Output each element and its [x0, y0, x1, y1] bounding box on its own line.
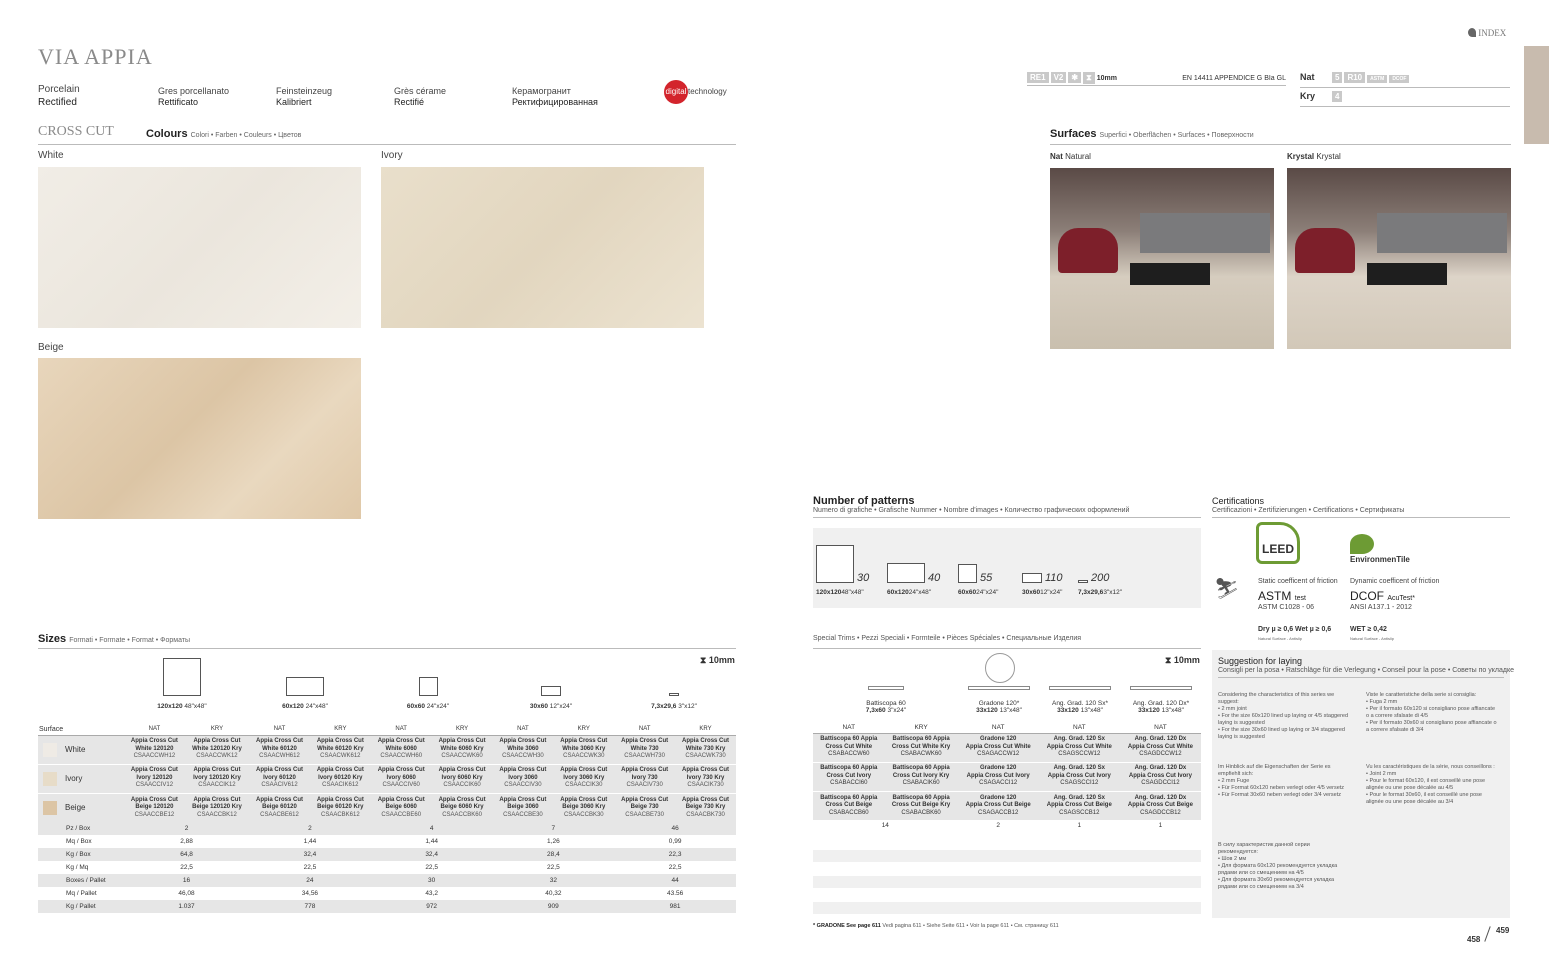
ivory-label: Ivory [381, 150, 403, 161]
laying-it: Viste le caratteristiche della serie si consiglia: • Fuga 2 mm • Per il formato 60x120 si consigliano pose affiancate o a correre sfalsate di 4/5 • Per il formato 30x60 si consigliano pose affiancate o a correre sfalsate di 3/4 [1366, 692, 1497, 733]
gradone-footnote: * GRADONE See page 611 Vedi pagina 611 • Siehe Seite 611 • Voir la page 611 • См. страницу 611 [813, 923, 1059, 929]
format-shape-0 [163, 658, 201, 696]
pack-row: Kg / Pallet 1.037 778 972 909 981 [38, 900, 736, 913]
trim-shape-1 [968, 686, 1030, 690]
environmentile-logo: EnvironmenTile [1350, 555, 1410, 564]
size-row-white: White Appia Cross Cut White 120120 CSAACCWH12 Appia Cross Cut White 120120 Kry CSAACCWK12 Appia Cross Cut White 60120 CSAACWH612 Appia Cross Cut White 60120 Kry CSAACWK612 Appia Cross Cut White 6060 CSAACCWH60 Appia Cross Cut White 6060 Kry CSAACCWK60 Appia Cross Cut White 3060 CSAACCWH30 Appia Cross Cut White 3060 Kry CSAACCWK30 Appia Cross Cut White 730 CSAACWH730 Appia Cross Cut White 730 Kry CSAACWK730 [38, 735, 736, 764]
trim-row: Battiscopa 60 Appia Cross Cut White CSABACCW60 Battiscopa 60 Appia Cross Cut White Kry CSABACWK60 Gradone 120 Appia Cross Cut White CSAGACCW12 Ang. Grad. 120 Sx Appia Cross Cut White CSAGSCCW12 Ang. Grad. 120 Dx Appia Cross Cut White CSAGDCCW12 [813, 733, 1201, 762]
patterns-panel [813, 528, 1201, 608]
thickness-icon: ⧗ [700, 655, 707, 665]
format-label-0: 120x120 48"x48" [157, 703, 207, 710]
language-4: Керамогранит Ректифицированная [512, 86, 598, 107]
laying-sub: Consigli per la posa • Ratschläge für die Verlegung • Conseil pour la pose • Советы по укладке [1218, 667, 1515, 674]
step-detail-icon [985, 653, 1015, 683]
dcof-values: WET ≥ 0,42 [1350, 626, 1387, 633]
patterns-sub: Numero di grafiche • Grafische Nummer • Nombre d'images • Количество графических оформлений [813, 507, 1130, 514]
trim-label-3: Ang. Grad. 120 Dx* 33x120 13"x48" [1132, 700, 1190, 714]
laying-title: Suggestion for laying [1218, 656, 1303, 666]
laying-en: Considering the characteristics of this series we suggest: • 2 mm joint • For the size 60x120 lined up laying or 4/5 staggered laying is suggested • For the size 30x60 lined up laying or 3/4 staggered laying is suggested [1218, 692, 1349, 740]
pattern-shape-4 [1078, 580, 1088, 583]
pack-row: Pz / Box 2 2 4 7 46 [38, 822, 736, 835]
pattern-shape-2 [958, 564, 977, 583]
leed-logo: LEED [1256, 522, 1300, 564]
pack-row: Kg / Mq 22,5 22,5 22,5 22,5 22,5 [66, 863, 682, 871]
cert-sub: Certificazioni • Zertifizierungen • Certifications • Сертификаты [1212, 507, 1405, 514]
laying-de: Im Hinblick auf die Eigenschaften der Serie es empfiehlt sich: • 2 mm Fuge • Für Format 60x120 neben verlegt oder 4/5 versetz • Für Format 30x60 neben verlegt oder 3/4 versetz [1218, 764, 1345, 798]
thickness-icon: ⧗ [1083, 72, 1095, 84]
swatch-icon [43, 801, 57, 815]
pattern-shape-3 [1022, 573, 1042, 583]
pattern-count-4: 200 [1091, 572, 1110, 584]
pack-row: Kg / Box 64,8 32,4 32,4 28,4 22,3 [38, 848, 736, 861]
dynamic-label: Dynamic coefficent of friction [1350, 578, 1440, 585]
pack-row: Mq / Box 2,88 1,44 1,44 1,26 0,99 [66, 837, 682, 845]
patterns-title: Number of patterns [813, 495, 915, 507]
sizes-table: Surface NAT KRY NAT KRY NAT KRY NAT KRY NAT KRY White Appia Cross Cut White 120120 CSAACCWH12 Appia Cross Cut White 120120 Kry CSAACCWK12 Appia Cross Cut White 60120 CSAACWH612 Appia Cross Cut White 60120 Kry CSAACWK612 Appia Cross Cut White 6060 CSAACCWH60 Appia Cross Cut White 6060 Kry CSAACCWK60 Appia Cross Cut White 3060 CSAACCWH30 Appia Cross Cut White 3060 Kry CSAACCWK30 Appia Cross Cut White 730 CSAACWH730 Appia Cross Cut White 730 Kry CSAACWK730 Ivory Appia Cross Cut Ivory 120120 CSAACCIV12 Appia Cross Cut Ivory 120120 Kry CSAACCIK12 Appia Cross Cut Ivory 60120 CSAACIV612 Appia Cross Cut Ivory 60120 Kry CSAACIK612 Appia Cross Cut Ivory 6060 CSAACCIV60 Appia Cross Cut Ivory 6060 Kry CSAACCIK60 Appia Cross Cut Ivory 3060 CSAACCIV30 Appia Cross Cut Ivory 3060 Kry CSAACCIK30 Appia Cross Cut Ivory 730 CSAACIV730 Appia Cross Cut Ivory 730 Kry CSAACIK730 Beige Appia Cross Cut Beige 120120 CSAACCBE12 Appia Cross Cut Beige 120120 Kry CSAACCBK12 Appia Cross Cut Beige 60120 CSAACBE612 Appia Cross Cut Beige 60120 Kry CSAACBK612 Appia Cross Cut Beige 6060 CSAACCBE60 Appia Cross Cut Beige 6060 Kry CSAACCBK60 Appia Cross Cut Beige 3060 CSAACCBE30 Appia Cross Cut Beige 3060 Kry CSAACCBK30 Appia Cross Cut Beige 730 CSAACBE730 Appia Cross Cut Beige 730 Kry CSAACBK730 Pz / Box 2 2 4 7 46 Mq / Box 2,88 1,44 1,44 1,26 0,99 Kg / Box 64,8 32,4 32,4 28,4 22,3 Kg / Mq 22,5 22,5 22,5 22,5 22,5 Boxes / Pallet 16 24 30 32 44 Mq / Pallet 46,08 34,56 43,2 40,32 43.56 Kg / Pallet 1.037 778 972 909 981 [38, 724, 736, 913]
white-label: White [38, 150, 64, 161]
surfaces-title: Surfaces Superfici • Oberflächen • Surfaces • Поверхности [1050, 128, 1254, 140]
dcof-norm: ANSI A137.1 - 2012 [1350, 604, 1412, 611]
pattern-count-1: 40 [928, 572, 941, 584]
kry-surface-label: Krystal Krystal [1287, 152, 1341, 161]
index-label: INDEX [1478, 28, 1507, 38]
cert-title: Certifications [1212, 496, 1265, 506]
format-shape-3 [541, 686, 561, 696]
beige-swatch [38, 358, 361, 519]
format-shape-2 [419, 677, 438, 696]
pattern-size-3: 30x6012"x24" [1022, 589, 1063, 596]
environmentile-icon [1350, 534, 1374, 554]
nat-surface-photo [1050, 168, 1274, 349]
page-left: 458 [1467, 935, 1481, 944]
pattern-count-3: 110 [1045, 572, 1063, 584]
sizes-title: Sizes Formati • Formate • Format • Форматы [38, 633, 191, 645]
trim-shape-0 [868, 686, 904, 690]
pattern-size-1: 60x12024"x48" [887, 589, 932, 596]
trim-label-2: Ang. Grad. 120 Sx* 33x120 13"x48" [1051, 700, 1108, 714]
astm-norm: ASTM C1028 - 06 [1258, 604, 1315, 611]
format-shape-4 [669, 693, 679, 696]
trim-shape-3 [1130, 686, 1192, 690]
laying-fr: Vu les caractéristiques de la série, nous conseillons : • Joint 2 mm • Pour le format 60x120, il est conseillé une pose alignée ou une pose décalée au 4/5 • Pour le format 30x60, il est conseillé une pose alignée ou une pose décalée au 3/4 [1366, 764, 1495, 805]
format-label-4: 7,3x29,6 3"x12" [651, 703, 697, 710]
swatch-icon [43, 772, 57, 786]
trim-label-1: Gradone 120* 33x120 13"x48" [976, 700, 1022, 714]
static-label: Static coefficent of friction [1258, 578, 1338, 585]
kry-surface-photo [1287, 168, 1511, 349]
astm-label: ASTM test [1258, 589, 1306, 603]
laying-ru: В силу характеристик данной серии рекомендуется: • Шов 2 мм • Для формата 60x120 рекомендуется укладка рядами или со смещением на 4/5 • Для формата 30x60 рекомендуется укладка рядами или со смещением на 3/4 [1218, 842, 1338, 890]
nat-rating: Nat 5 R10 ASTM DCOF [1300, 72, 1510, 88]
format-label-3: 30x60 12"x24" [529, 703, 573, 710]
size-row-beige: Beige Appia Cross Cut Beige 120120 CSAACCBE12 Appia Cross Cut Beige 120120 Kry CSAACCBK12 Appia Cross Cut Beige 60120 CSAACBE612 Appia Cross Cut Beige 60120 Kry CSAACBK612 Appia Cross Cut Beige 6060 CSAACCBE60 Appia Cross Cut Beige 6060 Kry CSAACCBK60 Appia Cross Cut Beige 3060 CSAACCBE30 Appia Cross Cut Beige 3060 Kry CSAACCBK30 Appia Cross Cut Beige 730 CSAACBE730 Appia Cross Cut Beige 730 Kry CSAACBK730 [38, 793, 736, 822]
trims-title: Special Trims • Pezzi Speciali • Formteile • Pièces Spéciales • Специальные Изделия [813, 635, 1082, 642]
pattern-shape-1 [887, 563, 925, 583]
digital-label: technology [688, 87, 727, 96]
trims-thickness: ⧗ 10mm [1165, 655, 1200, 665]
nat-surface-label: Nat Natural [1050, 152, 1091, 161]
page-right: 459 [1496, 926, 1510, 935]
pattern-count-0: 30 [857, 572, 870, 584]
ivory-swatch [381, 167, 704, 328]
beige-label: Beige [38, 342, 64, 353]
trim-row: Battiscopa 60 Appia Cross Cut Beige CSABACCB60 Battiscopa 60 Appia Cross Cut Beige Kry CSABACBK60 Gradone 120 Appia Cross Cut Beige CSAGACCB12 Ang. Grad. 120 Sx Appia Cross Cut Beige CSAGSCCB12 Ang. Grad. 120 Dx Appia Cross Cut Beige CSAGDCCB12 [813, 791, 1201, 820]
sizes-thickness: ⧗ 10mm [700, 655, 735, 665]
trim-row: Battiscopa 60 Appia Cross Cut Ivory CSABACCI60 Battiscopa 60 Appia Cross Cut Ivory Kry CSABACIK60 Gradone 120 Appia Cross Cut Ivory CSAGACCI12 Ang. Grad. 120 Sx Appia Cross Cut Ivory CSAGSCCI12 Ang. Grad. 120 Dx Appia Cross Cut Ivory CSAGDCCI12 [813, 762, 1201, 791]
pattern-size-4: 7,3x29,63"x12" [1078, 589, 1123, 596]
colours-title: Colours Colori • Farben • Couleurs • Цветов [146, 128, 302, 140]
language-3: Grès cérame Rectifié [394, 86, 447, 107]
frost-icon: ✱ [1068, 72, 1081, 83]
astm-values: Dry µ ≥ 0,6 Wet µ ≥ 0,6 [1258, 626, 1332, 633]
pattern-count-2: 55 [980, 572, 993, 584]
pattern-size-2: 60x6024"x24" [958, 589, 999, 596]
slip-icon: ⛷ [1214, 578, 1240, 600]
trims-table: NAT KRY NAT NAT NAT Battiscopa 60 Appia Cross Cut White CSABACCW60 Battiscopa 60 Appia Cross Cut White Kry CSABACWK60 Gradone 120 Appia Cross Cut White CSAGACCW12 Ang. Grad. 120 Sx Appia Cross Cut White CSAGSCCW12 Ang. Grad. 120 Dx Appia Cross Cut White CSAGDCCW12 Battiscopa 60 Appia Cross Cut Ivory CSABACCI60 Battiscopa 60 Appia Cross Cut Ivory Kry CSABACIK60 Gradone 120 Appia Cross Cut Ivory CSAGACCI12 Ang. Grad. 120 Sx Appia Cross Cut Ivory CSAGSCCI12 Ang. Grad. 120 Dx Appia Cross Cut Ivory CSAGDCCI12 Battiscopa 60 Appia Cross Cut Beige CSABACCB60 Battiscopa 60 Appia Cross Cut Beige Kry CSABACBK60 Gradone 120 Appia Cross Cut Beige CSAGACCB12 Ang. Grad. 120 Sx Appia Cross Cut Beige CSAGSCCB12 Ang. Grad. 120 Dx Appia Cross Cut Beige CSAGDCCB12 14 2 1 1 [813, 722, 1201, 832]
trim-label-0: Battiscopa 60 7,3x60 3"x24" [865, 700, 907, 714]
thickness-icon: ⧗ [1165, 655, 1172, 665]
pattern-size-0: 120x12048"x48" [816, 589, 864, 596]
subtitle: CROSS CUT [38, 124, 114, 139]
spec-bar: RE1 V2 ✱ ⧗ 10mm EN 14411 APPENDICE G BIa GL [1027, 72, 1286, 86]
astm-note: Natural Surface - Antislip [1258, 636, 1303, 641]
page-tab [1524, 46, 1549, 144]
dcof-note: Natural Surface - Antislip [1350, 636, 1395, 641]
trim-shape-2 [1049, 686, 1111, 690]
index-icon [1468, 28, 1476, 37]
kry-rating: Kry 4 [1300, 91, 1510, 107]
pattern-shape-0 [816, 545, 854, 583]
pack-row: Mq / Pallet 46,08 34,56 43,2 40,32 43.56 [66, 889, 684, 897]
series-title: VIA APPIA [38, 44, 153, 69]
dcof-label: DCOF AcuTest* [1350, 589, 1415, 603]
format-shape-1 [286, 677, 324, 696]
size-row-ivory: Ivory Appia Cross Cut Ivory 120120 CSAACCIV12 Appia Cross Cut Ivory 120120 Kry CSAACCIK12 Appia Cross Cut Ivory 60120 CSAACIV612 Appia Cross Cut Ivory 60120 Kry CSAACIK612 Appia Cross Cut Ivory 6060 CSAACCIV60 Appia Cross Cut Ivory 6060 Kry CSAACCIK60 Appia Cross Cut Ivory 3060 CSAACCIV30 Appia Cross Cut Ivory 3060 Kry CSAACCIK30 Appia Cross Cut Ivory 730 CSAACIV730 Appia Cross Cut Ivory 730 Kry CSAACIK730 [38, 764, 736, 793]
trim-pz-row: 14 2 1 1 [881, 822, 1163, 830]
format-label-1: 60x120 24"x48" [282, 703, 328, 710]
white-swatch [38, 167, 361, 328]
language-1: Gres porcellanato Rettificato [158, 86, 230, 107]
swatch-icon [43, 743, 57, 757]
language-0: Porcelain Rectified [38, 84, 80, 108]
pack-row: Boxes / Pallet 16 24 30 32 44 [38, 874, 736, 887]
format-label-2: 60x60 24"x24" [406, 703, 450, 710]
language-2: Feinsteinzeug Kalibriert [276, 86, 333, 107]
digital-badge: digital [664, 80, 688, 104]
index-link[interactable] [1468, 28, 1506, 38]
